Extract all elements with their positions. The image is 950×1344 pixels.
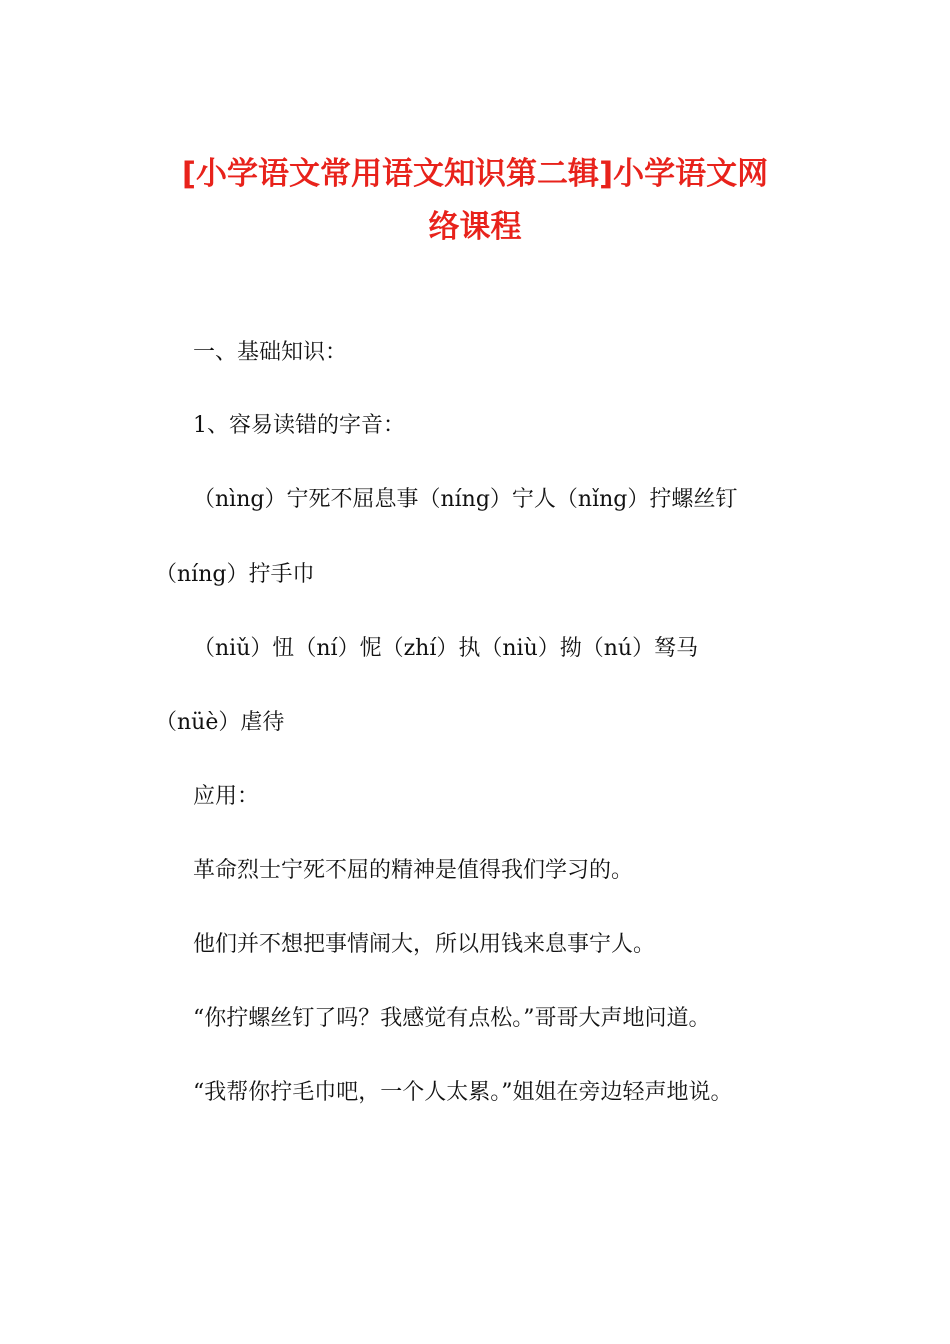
paragraph-example-3: “你拧螺丝钉了吗？我感觉有点松。”哥哥大声地问道。 xyxy=(193,1006,711,1031)
paragraph-example-4: “我帮你拧毛巾吧，一个人太累。”姐姐在旁边轻声地说。 xyxy=(193,1080,733,1105)
title-line-2: 络课程 xyxy=(428,209,522,245)
paragraph-pinyin-line-1: （nìng）宁死不屈息事（níng）宁人（nǐng）拧螺丝钉 xyxy=(193,487,738,512)
paragraph-pinyin-line-1-cont: （níng）拧手巾 xyxy=(155,562,315,587)
paragraph-pinyin-line-2-cont: （nüè）虐待 xyxy=(155,710,285,735)
paragraph-example-2: 他们并不想把事情闹大，所以用钱来息事宁人。 xyxy=(193,932,656,957)
paragraph-subheading: 1、容易读错的字音： xyxy=(193,413,405,438)
paragraph-section-heading: 一、基础知识： xyxy=(193,340,348,365)
document-title xyxy=(120,148,830,254)
paragraph-pinyin-line-2: （niǔ）忸（ní）怩（zhí）执（niù）拗（nú）驽马 xyxy=(193,636,699,661)
paragraph-example-1: 革命烈士宁死不屈的精神是值得我们学习的。 xyxy=(193,858,634,883)
paragraph-usage-heading: 应用： xyxy=(193,784,260,809)
title-line-1: [小学语文常用语文知识第二辑]小学语文网 xyxy=(181,156,769,192)
